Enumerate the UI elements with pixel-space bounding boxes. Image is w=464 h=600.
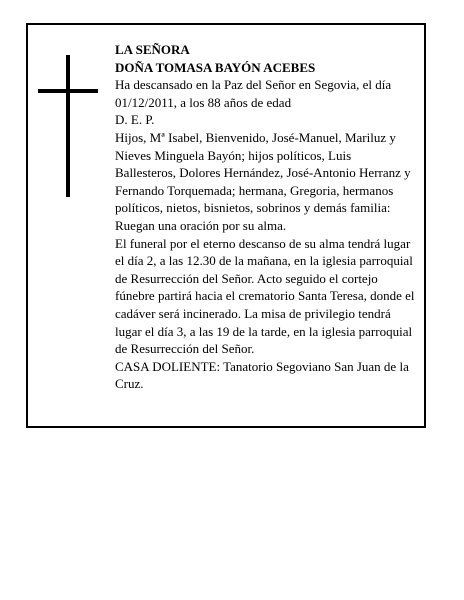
death-announcement: Ha descansado en la Paz del Señor en Segovia, el día 01/12/2011, a los 88 años de edad [115, 77, 392, 110]
cross-icon [38, 55, 98, 197]
notice-title: LA SEÑORA [115, 42, 190, 57]
rip-text: D. E. P. [115, 112, 155, 128]
obituary-text [115, 41, 415, 393]
funeral-details: El funeral por el eterno descanso de su alma tendrá lugar el día 2, a las 12.30 de la mañana, en la iglesia parroquial de Resurrección del Señor. Acto seguido el cortejo fúnebre partirá hacia el crematorio Santa Teresa, donde el cadáver será incinerado. La misa de privilegio tendrá lugar el día 3, a las 19 de la tarde, en la iglesia parroquial de Resurrección del Señor. [115, 235, 415, 357]
cross-vertical-bar [66, 55, 70, 197]
mourning-house: CASA DOLIENTE: Tanatorio Segoviano San Juan de la Cruz. [115, 358, 409, 392]
obituary-notice [26, 23, 426, 428]
prayer-request: Ruegan una oración por su alma. [115, 217, 287, 233]
deceased-name: DOÑA TOMASA BAYÓN ACEBES [115, 59, 316, 75]
family-list: Hijos, Mª Isabel, Bienvenido, José-Manuel, Mariluz y Nieves Minguela Bayón; hijos políticos, Luis Ballesteros, Dolores Hernández, José-Antonio Herranz y Fernando Torquemada; hermana, Gregoria, hermanos políticos, nietos, bisnietos, sobrinos y demás familia: [115, 129, 411, 216]
cross-horizontal-bar [38, 89, 98, 93]
